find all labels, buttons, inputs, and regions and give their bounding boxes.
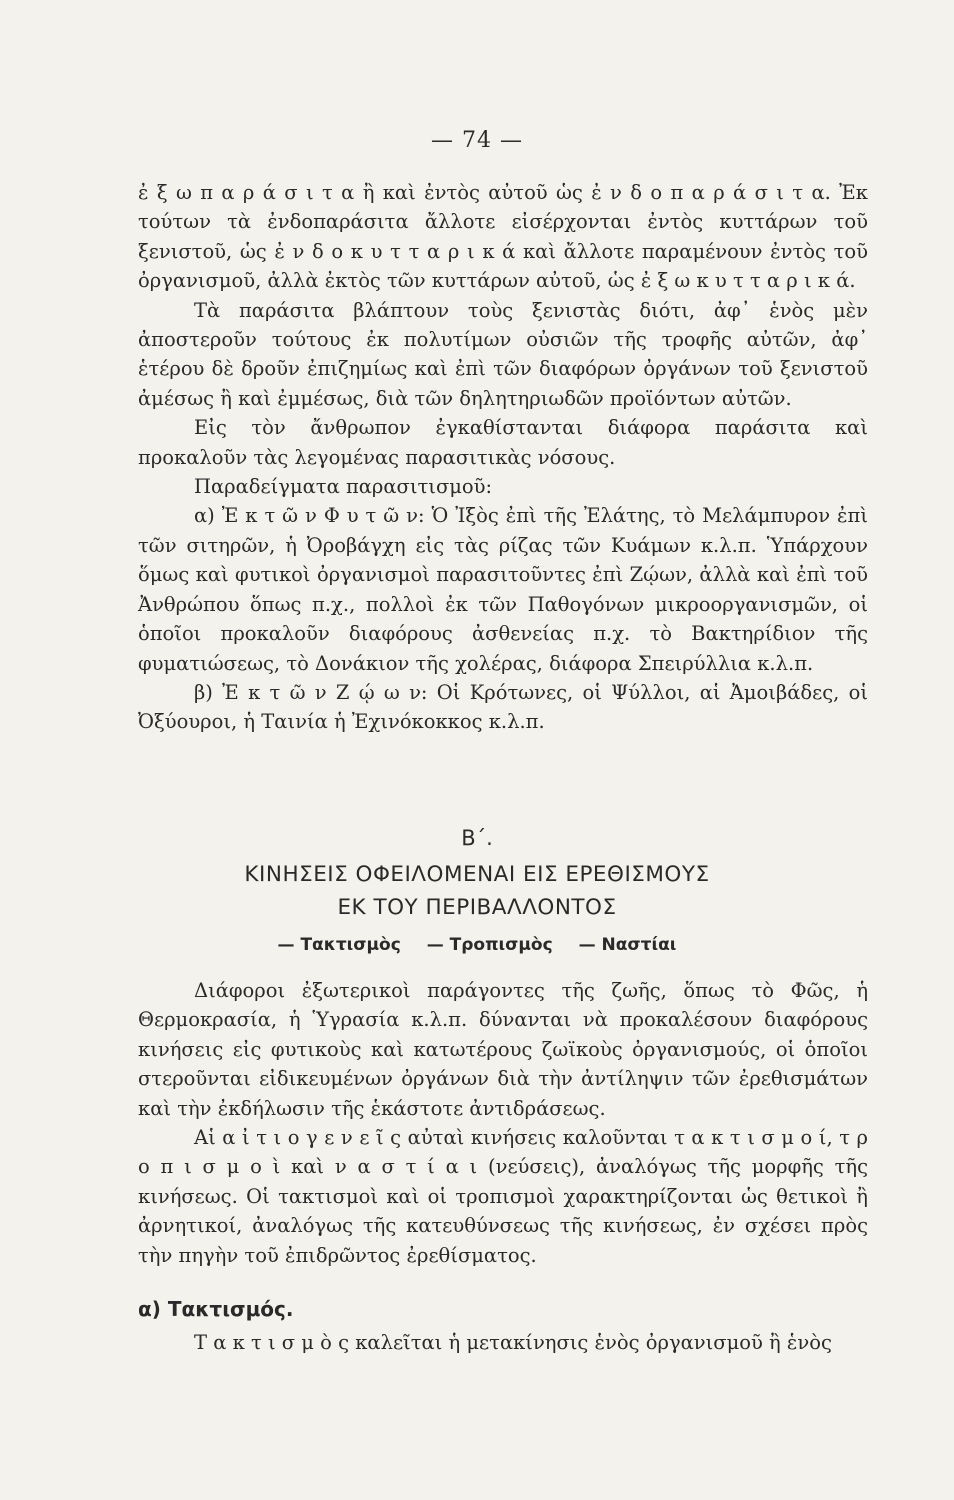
body-text-block-1 <box>138 178 868 737</box>
spaced-term: τ ρ ο π ι σ μ ο ὶ <box>138 1126 869 1179</box>
paragraph-examples-heading: Παραδείγματα παρασιτισμοῦ: <box>194 475 493 499</box>
paragraph-rest: (νεύσεις), ἀναλόγως τῆς μορφῆς τῆς κινήσεως. Οἱ τακτισμοὶ καὶ οἱ τροπισμοὶ χαρακτηρίζονται ὡς θετικοὶ ἢ ἀρνητικοί, ἀναλόγως τῆς κατευθύνσεως τῆς κινήσεως, ἐν σχέσει πρὸς τὴν πηγὴν τοῦ ἐπιδρῶντος ἐρεθίσματος. <box>138 1155 869 1267</box>
subtitle-nastia: — Ναστίαι <box>578 935 677 955</box>
word: καὶ <box>291 1155 325 1179</box>
body-text-block-2 <box>138 976 868 1270</box>
section-title-taxis: α) Τακτισμός. <box>138 1297 294 1321</box>
paragraph-human: Εἰς τὸν ἄνθρωπον ἐγκαθίστανται διάφορα παράσιτα καὶ προκαλοῦν τὰς λεγομένας παρασιτικὰς νόσους. <box>138 416 868 469</box>
paragraph-factors: Διάφοροι ἐξωτερικοὶ παράγοντες τῆς ζωῆς, ὅπως τὸ Φῶς, ἡ Θερμοκρασία, ἡ Ὑγρασία κ.λ.π. δύνανται νὰ προκαλέσουν διαφόρους κινήσεις εἰς φυτικοὺς καὶ κατωτέρους ζωϊκοὺς ὀργανισμούς, οἱ ὁποῖοι στεροῦνται εἰδικευμένων ὀργάνων διὰ τὴν ἀντίληψιν τῶν ἐρεθισμάτων καὶ τὴν ἐκδήλωσιν τῆς ἑκάστοτε ἀντιδράσεως. <box>138 979 868 1120</box>
word: Αἱ <box>194 1126 216 1150</box>
paragraph-rest: καλεῖται ἡ μετακίνησις ἑνὸς ὀργανισμοῦ ἢ ἑνὸς <box>355 1331 832 1354</box>
animals-text: Οἱ Κρότωνες, οἱ Ψύλλοι, αἱ Ἀμοιβάδες, οἱ Ὀξύουροι, ἡ Ταινία ἡ Ἐχινόκοκκος κ.λ.π. <box>138 680 869 734</box>
paragraph-plants <box>138 501 868 677</box>
body-text-block-3 <box>138 1328 868 1357</box>
paragraph-intro: ἐ ξ ω π α ρ ά σ ι τ α ἢ καὶ ἐντὸς αὐτοῦ ὡς ἐ ν δ ο π α ρ ά σ ι τ α. Ἐκ τούτων τὰ ἐνδοπαράσιτα ἄλλοτε εἰσέρχονται ἐντὸς κυττάρων τοῦ ξενιστοῦ, ὡς ἐ ν δ ο κ υ τ τ α ρ ι κ ά καὶ ἄλλοτε παραμένουν ἐντὸς τοῦ ὀργανισμοῦ, ἀλλὰ ἐκτὸς τῶν κυττάρων αὐτοῦ, ὡς ἐ ξ ω κ υ τ τ α ρ ι κ ά. <box>138 181 868 293</box>
section-number: Β΄. <box>461 826 493 850</box>
animals-label: β) Ἐ κ τ ῶ ν Ζ ῴ ω ν: <box>194 680 428 704</box>
paragraph-animals <box>138 678 868 737</box>
paragraph-damage: Τὰ παράσιτα βλάπτουν τοὺς ξενιστὰς διότι, ἀφ᾽ ἑνὸς μὲν ἀποστεροῦν τούτους ἐκ πολυτίμων οὐσιῶν τῆς τροφῆς αὐτῶν, ἀφ᾽ ἑτέρου δὲ δροῦν ἐπιζημίως καὶ ἐπὶ τῶν διαφόρων ὀργάνων τοῦ ξενιστοῦ ἀμέσως ἢ καὶ ἐμμέσως, διὰ τῶν δηλητηριωδῶν προϊόντων αὐτῶν. <box>138 298 868 410</box>
chapter-subtitle <box>0 935 954 955</box>
subtitle-tropism: — Τροπισμὸς <box>426 935 553 955</box>
spaced-term: τ α κ τ ι σ μ ο ί, <box>674 1126 833 1150</box>
spaced-term: α ἰ τ ι ο γ ε ν ε ῖ ς <box>222 1126 402 1150</box>
subtitle-taxis: — Τακτισμὸς <box>277 935 401 955</box>
word: αὐταὶ κινήσεις καλοῦνται <box>407 1126 668 1150</box>
plants-text: Ὁ Ἰξὸς ἐπὶ τῆς Ἐλάτης, τὸ Μελάμπυρον ἐπὶ τῶν σιτηρῶν, ἡ Ὀροβάγχη εἰς τὰς ρίζας τῶν Κυάμων κ.λ.π. Ὑπάρχουν ὅμως καὶ φυτικοὶ ὀργανισμοὶ παρασιτοῦντες ἐπὶ Ζῴων, ἀλλὰ καὶ ἐπὶ τοῦ Ἀνθρώπου ὅπως π.χ., πολλοὶ ἐκ τῶν Παθογόνων μικροοργανισμῶν, οἱ ὁποῖοι προκαλοῦν διαφόρους ἀσθενείας π.χ. τὸ Βακτηρίδιον τῆς φυματιώσεως, τὸ Δονάκιον τῆς χολέρας, διάφορα Σπειρύλλια κ.λ.π. <box>138 504 868 675</box>
chapter-title-line-2: ΕΚ ΤΟΥ ΠΕΡΙΒΑΛΛΟΝΤΟΣ <box>337 895 617 920</box>
chapter-title-line-1: ΚΙΝΗΣΕΙΣ ΟΦΕΙΛΟΜΕΝΑΙ ΕΙΣ ΕΡΕΘΙΣΜΟΥΣ <box>244 862 710 887</box>
spaced-term: ν α σ τ ί α ι <box>334 1155 478 1179</box>
paragraph-movements <box>138 1123 868 1270</box>
spaced-term: Τ α κ τ ι σ μ ὸ ς <box>194 1331 350 1354</box>
plants-label: α) Ἐ κ τ ῶ ν Φ υ τ ῶ ν: <box>194 504 425 528</box>
page-number: — 74 — <box>431 128 523 153</box>
paragraph-taxis-definition <box>138 1328 868 1357</box>
